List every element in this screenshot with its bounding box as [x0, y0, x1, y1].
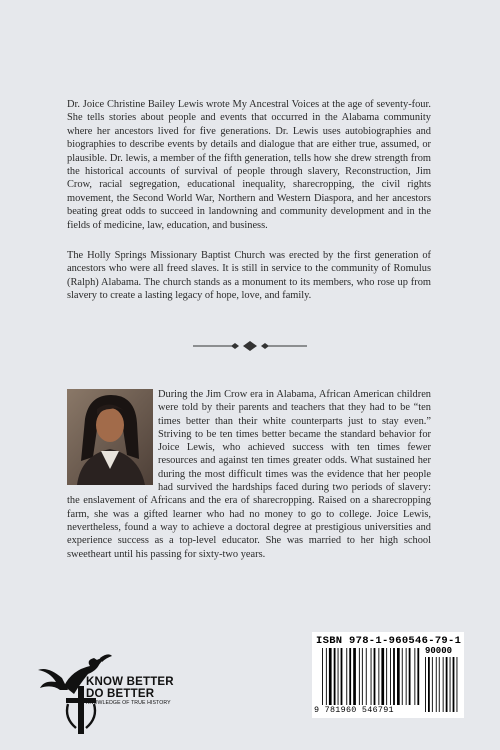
ornamental-divider	[193, 338, 307, 354]
publisher-line-1: KNOW BETTER	[86, 676, 174, 688]
publisher-logo-text	[86, 676, 174, 707]
price-code: 90000	[425, 646, 453, 656]
blurb-paragraph-1: Dr. Joice Christine Bailey Lewis wrote My Ancestral Voices at the age of seventy-four. She tells stories about people and events that occurred in the Alabama community where her ancestors lived for five generations. Dr. Lewis uses autobiographies and biographies to describe events by details and dialogue that are either true, assumed, or plausible. Dr. lewis, a member of the fifth generation, tells how she drew strength from the historical accounts of survival of people through slavery, Reconstruction, Jim Crow, racial segregation, educational inequality, sharecropping, the civil rights movement, the Second World War, Northern and Western Diaspora, and her ancestors beating great odds to succeed in landowning and community development and in the fields of medicine, law, education, and business.	[67, 99, 431, 231]
ean-digits: 9 781960 546791	[314, 705, 394, 715]
isbn-label: ISBN 978-1-960546-79-1	[316, 635, 462, 647]
blurb-paragraph-2: The Holly Springs Missionary Baptist Church was erected by the first generation of ancestors who were all freed slaves. It is still in service to the community of Romulus (Ralph) Alabama. The church stands as a monument to its members, who rose up from slavery to create a lasting legacy of hope, love, and family.	[67, 250, 431, 302]
publisher-line-2: DO BETTER	[86, 688, 155, 700]
isbn-barcode	[312, 632, 464, 718]
publisher-tagline: KNOWLEDGE OF TRUE HISTORY	[86, 700, 171, 706]
author-bio: During the Jim Crow era in Alabama, African American children were told by their parents and teachers that they had to be “ten times better than their white counterparts just to stay even.” Striving to be ten times better became the standard behavior for Joice Lewis, who achieved success with ten times fewer resources and against ten times greater odds. What sustained her during the most difficult times was the evidence that her people had survived the hardships faced during two periods of slavery: the enslavement of Africans and the era of sharecropping. Raised on a sharecropping farm, she was a gifted learner who had no money to go to college. Joice Lewis, nevertheless, found a way to achieve a doctoral degree at prestigious universities and experience success as a top-level educator. She was married to her high school sweetheart until his passing for sixty-two years.	[67, 389, 431, 560]
